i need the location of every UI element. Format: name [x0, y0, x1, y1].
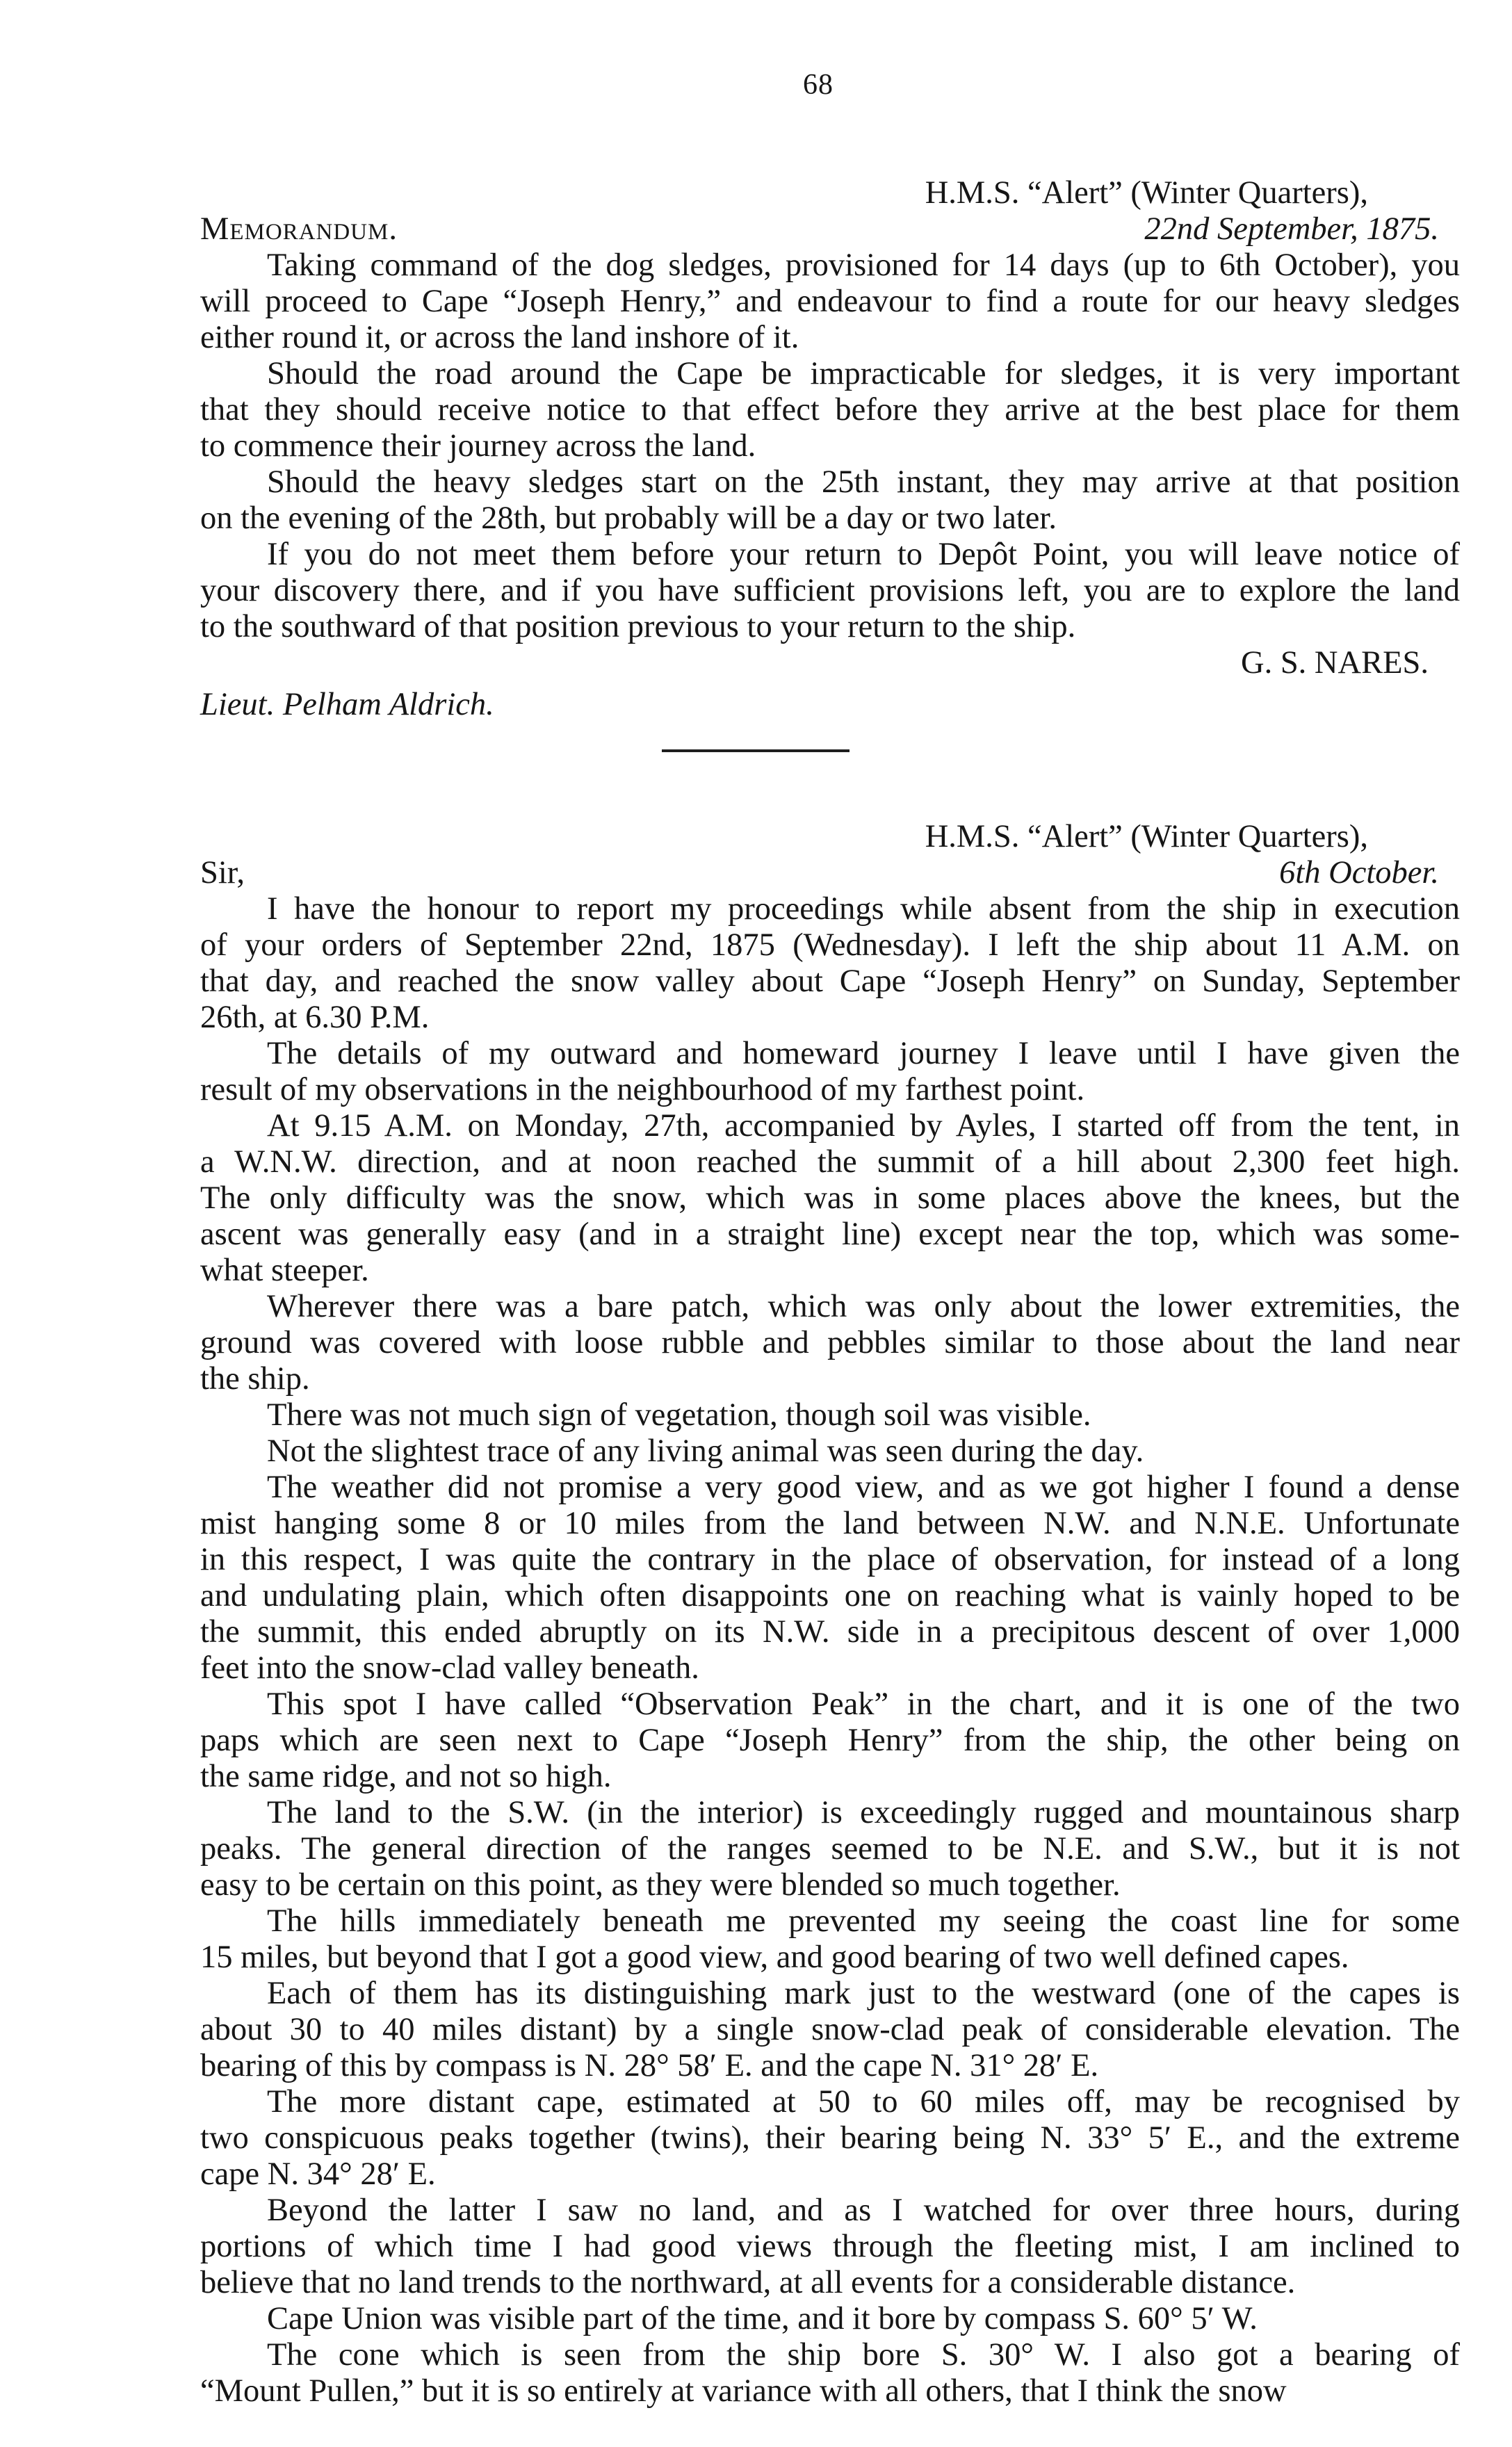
paragraph [200, 2084, 1460, 2193]
text-line: The weather did not promise a very good view, and as we got higher I found a dense [267, 1470, 1460, 1505]
paragraph [200, 1289, 1460, 1397]
text-line: Cape Union was visible part of the time, and it bore by compass S. 60° 5′ W. [267, 2301, 1258, 2336]
memo-date: 22nd September, 1875. [1144, 211, 1439, 247]
text-line: mist hanging some 8 or 10 miles from the land between N.W. and N.N.E. Unfortunate [200, 1506, 1460, 1541]
memo-signature: G. S. NARES. [1240, 645, 1429, 681]
text-line: to commence their journey across the land. [200, 428, 756, 464]
text-line: The only difficulty was the snow, which was in some places above the knees, but the [200, 1180, 1460, 1216]
paragraph [200, 247, 1460, 356]
text-line: The land to the S.W. (in the interior) is exceedingly rugged and mountainous sharp [267, 1795, 1460, 1830]
text-line: The details of my outward and homeward journey I leave until I have given the [267, 1036, 1460, 1071]
text-line: will proceed to Cape “Joseph Henry,” and endeavour to find a route for our heavy sledges [200, 284, 1460, 319]
memo-label-line [200, 211, 1460, 247]
letter-date: 6th October. [1279, 855, 1439, 891]
paragraph [200, 2301, 1460, 2337]
text-line: to the southward of that position previous to your return to the ship. [200, 609, 1076, 644]
text-line: the same ridge, and not so high. [200, 1759, 612, 1794]
text-line: cape N. 34° 28′ E. [200, 2156, 436, 2192]
paragraph [200, 1433, 1460, 1470]
text-line: Should the road around the Cape be impracticable for sledges, it is very important [267, 356, 1460, 391]
paragraph [200, 1108, 1460, 1289]
paragraph [200, 1470, 1460, 1686]
paragraph [200, 537, 1460, 645]
text-line: peaks. The general direction of the ranges seemed to be N.E. and S.W., but it is not [200, 1831, 1460, 1867]
text-line: ground was covered with loose rubble and pebbles similar to those about the land near [200, 1325, 1460, 1360]
text-line: There was not much sign of vegetation, though soil was visible. [267, 1397, 1091, 1433]
text-line: 15 miles, but beyond that I got a good view, and good bearing of two well defined capes. [200, 1940, 1349, 1975]
letter-heading-line [200, 819, 1460, 855]
paragraph [200, 1795, 1460, 1903]
letter-section [200, 819, 1460, 2409]
text-line: and undulating plain, which often disappoints one on reaching what is vainly hoped to be [200, 1578, 1460, 1613]
text-line: The more distant cape, estimated at 50 to 60 miles off, may be recognised by [267, 2084, 1460, 2120]
memo-heading-line [200, 175, 1460, 211]
paragraph [200, 356, 1460, 464]
text-line: about 30 to 40 miles distant) by a single snow-clad peak of considerable elevation. The [200, 2012, 1460, 2047]
text-line: Each of them has its distinguishing mark just to the westward (one of the capes is [267, 1976, 1460, 2011]
text-line: portions of which time I had good views through the fleeting mist, I am inclined to [200, 2229, 1460, 2264]
text-line: Should the heavy sledges start on the 25th instant, they may arrive at that position [267, 464, 1460, 500]
letter-ship-heading: H.M.S. “Alert” (Winter Quarters), [925, 819, 1368, 854]
text-line: ascent was generally easy (and in a straight line) except near the top, which was some- [200, 1217, 1460, 1252]
text-line: “Mount Pullen,” but it is so entirely at variance with all others, that I think the snow [200, 2373, 1287, 2409]
text-line: Wherever there was a bare patch, which was only about the lower extremities, the [267, 1289, 1460, 1324]
memo-label: Memorandum. [200, 211, 398, 247]
text-line: easy to be certain on this point, as they were blended so much together. [200, 1867, 1121, 1903]
text-line: Beyond the latter I saw no land, and as I watched for over three hours, during [267, 2193, 1460, 2228]
text-line: believe that no land trends to the northward, at all events for a considerable distance. [200, 2265, 1296, 2300]
paragraph [200, 2193, 1460, 2301]
memo-addressee: Lieut. Pelham Aldrich. [200, 687, 494, 722]
text-line: two conspicuous peaks together (twins), their bearing being N. 33° 5′ E., and the extreme [200, 2120, 1460, 2156]
paragraph [200, 1976, 1460, 2084]
paragraph [200, 1397, 1460, 1433]
text-line: I have the honour to report my proceedings while absent from the ship in execution [267, 891, 1460, 927]
memo-ship-heading: H.M.S. “Alert” (Winter Quarters), [925, 175, 1368, 211]
section-divider [662, 749, 850, 752]
paragraph [200, 2337, 1460, 2409]
text-line: the summit, this ended abruptly on its N.W. side in a precipitous descent of over 1,000 [200, 1614, 1460, 1650]
memorandum-section [200, 175, 1460, 723]
text-line: the ship. [200, 1361, 310, 1397]
paragraph [200, 464, 1460, 537]
text-line: your discovery there, and if you have sufficient provisions left, you are to explore the land [200, 573, 1460, 608]
text-line: a W.N.W. direction, and at noon reached the summit of a hill about 2,300 feet high. [200, 1144, 1460, 1180]
letter-salutation: Sir, [200, 855, 245, 891]
letter-body [200, 891, 1460, 2409]
text-line: bearing of this by compass is N. 28° 58′ E. and the cape N. 31° 28′ E. [200, 2048, 1099, 2083]
paragraph [200, 1903, 1460, 1976]
text-line: If you do not meet them before your return to Depôt Point, you will leave notice of [267, 537, 1460, 572]
paragraph [200, 1686, 1460, 1795]
text-line: what steeper. [200, 1253, 369, 1288]
letter-salutation-line [200, 855, 1460, 891]
text-line: The hills immediately beneath me prevented my seeing the coast line for some [267, 1903, 1460, 1939]
text-line: either round it, or across the land inshore of it. [200, 320, 799, 355]
text-line: This spot I have called “Observation Peak” in the chart, and it is one of the two [267, 1686, 1460, 1722]
paragraph [200, 1036, 1460, 1108]
text-line: Not the slightest trace of any living animal was seen during the day. [267, 1433, 1144, 1469]
text-line: on the evening of the 28th, but probably will be a day or two later. [200, 501, 1057, 536]
paragraph [200, 891, 1460, 1036]
page-number: 68 [803, 69, 834, 101]
text-line: Taking command of the dog sledges, provisioned for 14 days (up to 6th October), you [267, 247, 1460, 283]
text-line: that day, and reached the snow valley about Cape “Joseph Henry” on Sunday, September [200, 964, 1460, 999]
text-line: in this respect, I was quite the contrary in the place of observation, for instead of a long [200, 1542, 1460, 1577]
text-line: paps which are seen next to Cape “Joseph Henry” from the ship, the other being on [200, 1723, 1460, 1758]
text-line: feet into the snow-clad valley beneath. [200, 1650, 699, 1686]
text-line: result of my observations in the neighbourhood of my farthest point. [200, 1072, 1085, 1107]
text-line: of your orders of September 22nd, 1875 (Wednesday). I left the ship about 11 A.M. on [200, 927, 1460, 963]
text-line: At 9.15 A.M. on Monday, 27th, accompanied by Ayles, I started off from the tent, in [267, 1108, 1460, 1144]
text-line: that they should receive notice to that effect before they arrive at the best place for them [200, 392, 1460, 428]
text-line: 26th, at 6.30 P.M. [200, 1000, 430, 1035]
memo-body [200, 247, 1460, 645]
text-line: The cone which is seen from the ship bore S. 30° W. I also got a bearing of [267, 2337, 1460, 2373]
